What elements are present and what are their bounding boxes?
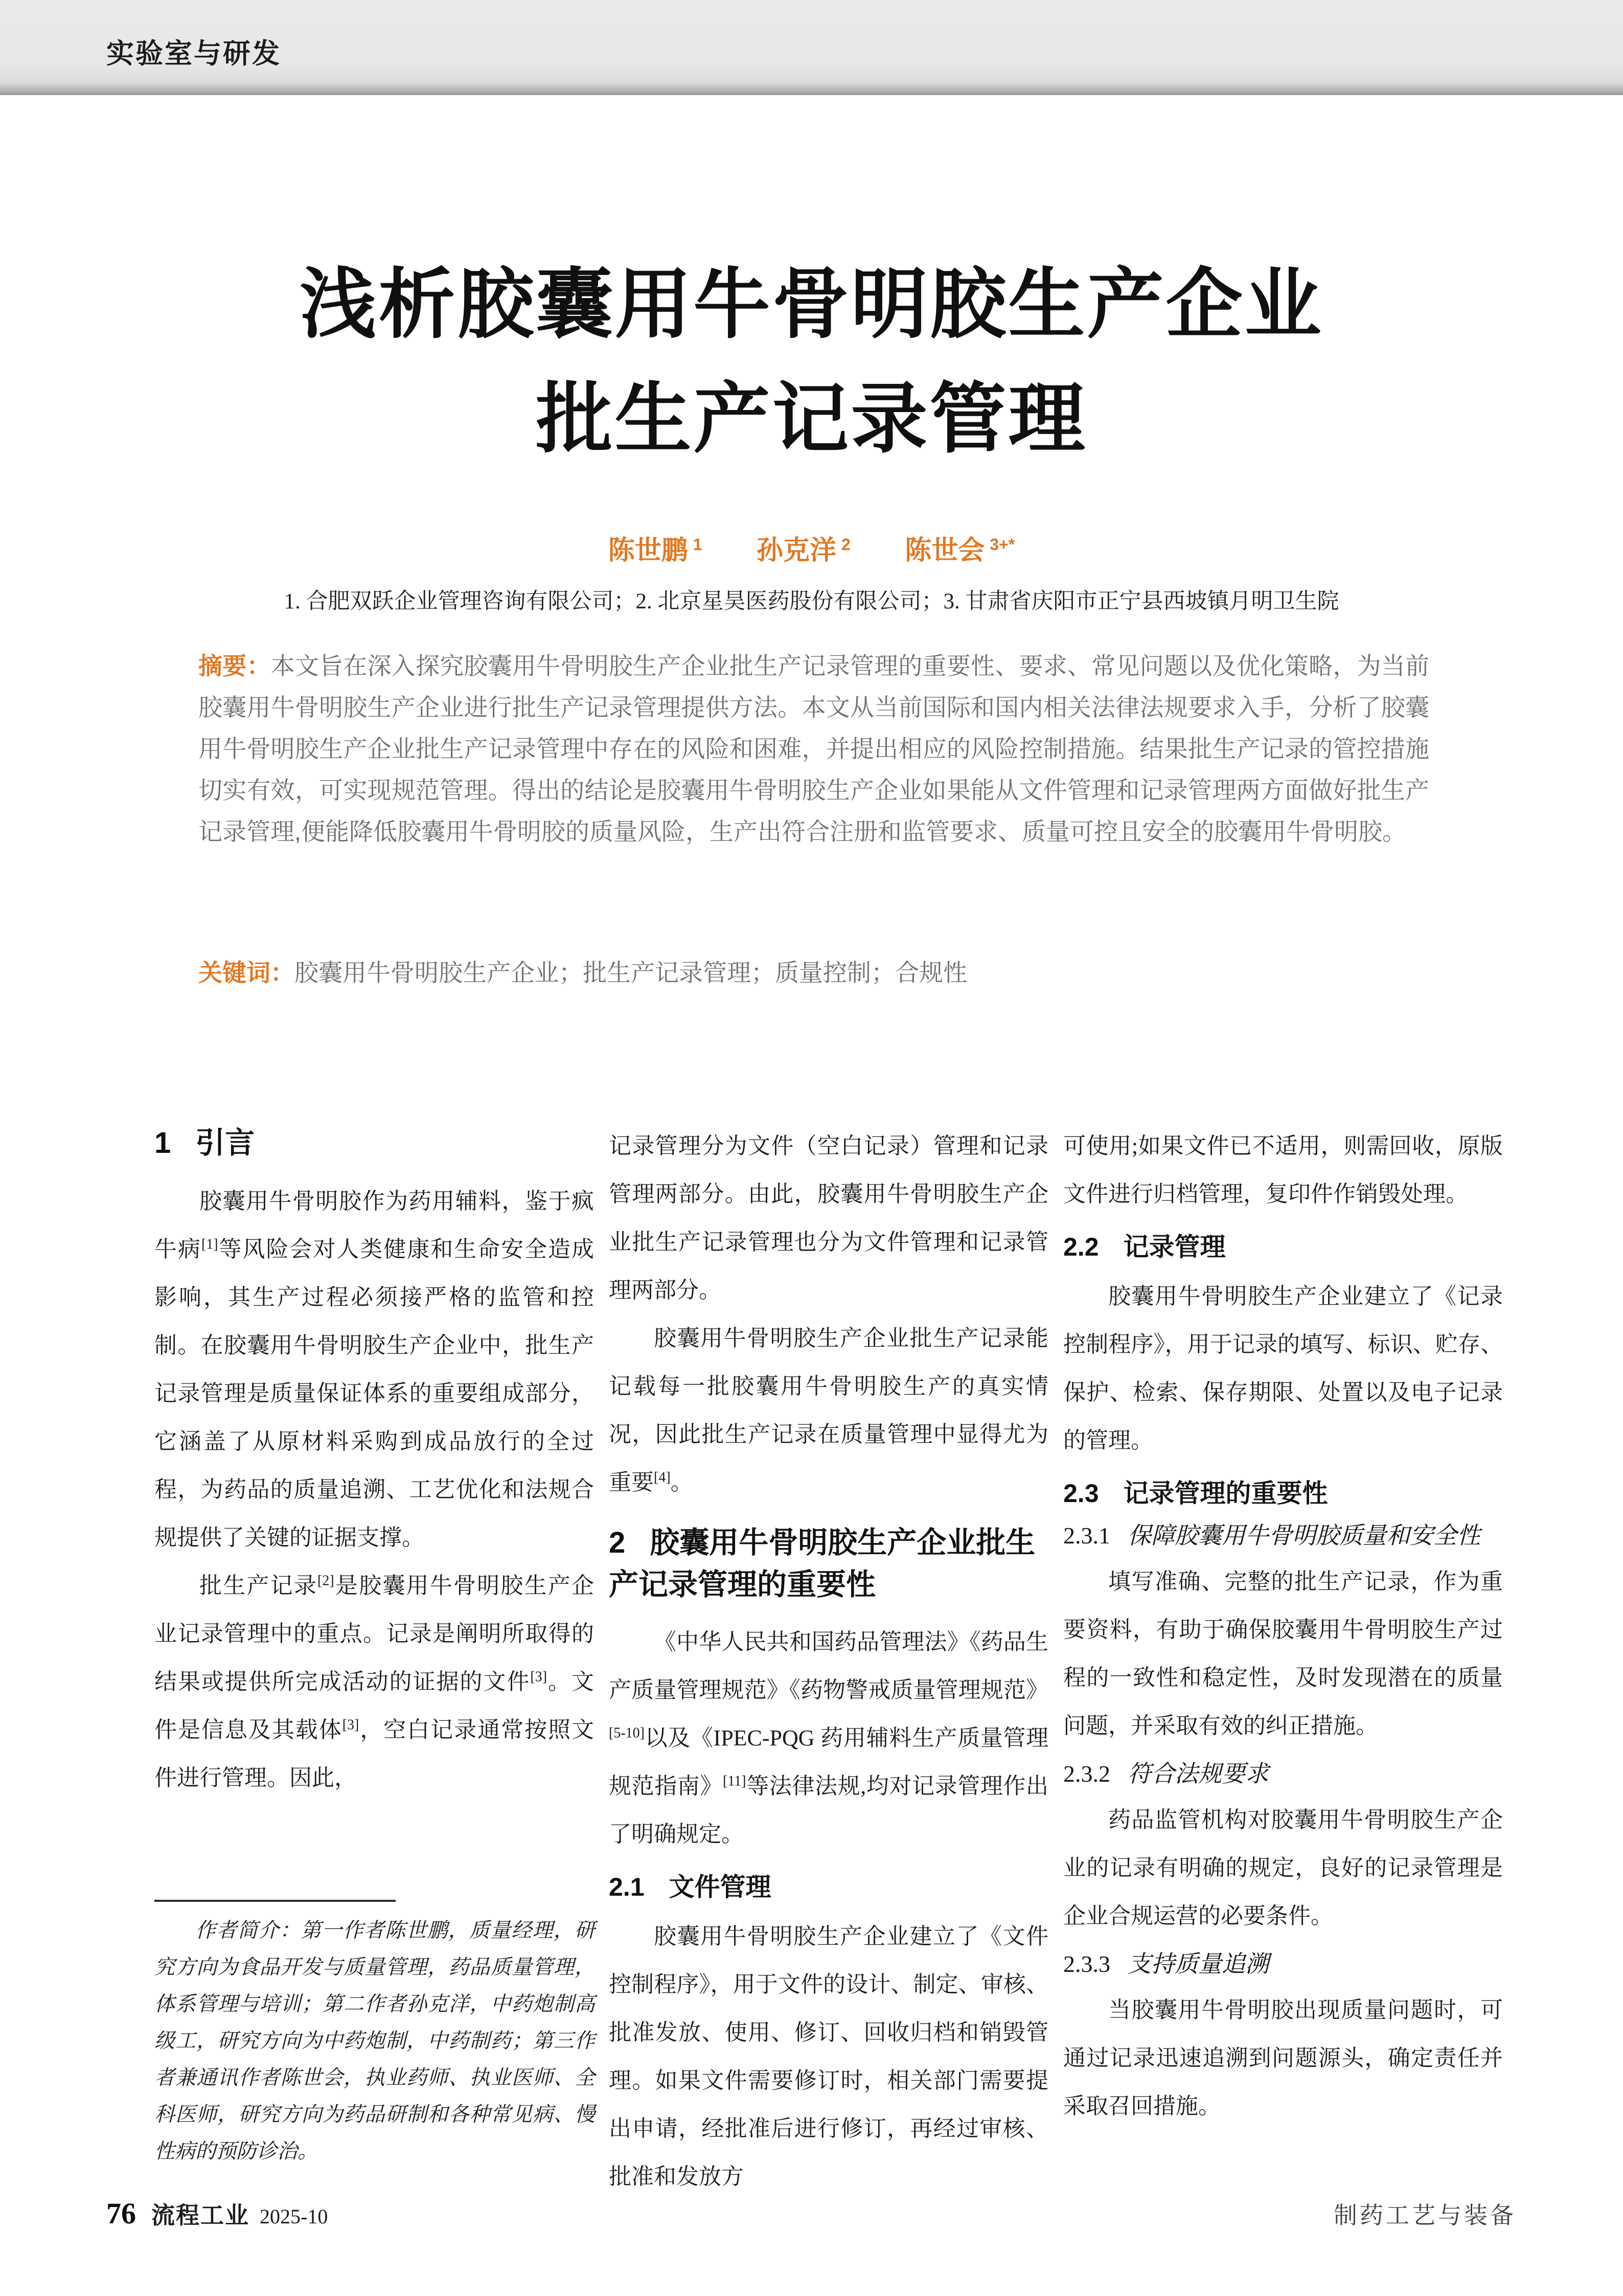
- article-title: [0, 247, 1623, 476]
- heading-2-3-3-number: 2.3.3: [1063, 1951, 1110, 1977]
- column-1: [154, 1122, 594, 1802]
- heading-2-3-1-text: 保障胶囊用牛骨明胶质量和安全性: [1128, 1522, 1480, 1549]
- paragraph: 批生产记录[2]是胶囊用牛骨明胶生产企业记录管理中的重点。记录是阐明所取得的结果或提供所完成活动的证据的文件[3]。文件是信息及其载体[3]，空白记录通常按照文件进行管理。因此，: [154, 1573, 595, 1790]
- article-title-line1: 浅析胶囊用牛骨明胶生产企业: [300, 261, 1323, 347]
- heading-2-number: 2: [609, 1526, 626, 1559]
- heading-2-1-text: 文件管理: [669, 1873, 771, 1901]
- heading-2-3-number: 2.3: [1063, 1479, 1099, 1508]
- column-2: [609, 1122, 1048, 2201]
- page-footer: [106, 2196, 1516, 2231]
- page-number: 76: [106, 2197, 136, 2230]
- heading-1-number: 1: [154, 1126, 171, 1160]
- paragraph: 胶囊用牛骨明胶作为药用辅料，鉴于疯牛病[1]等风险会对人类健康和生命安全造成影响，其生产过程必须接严格的监管和控制。在胶囊用牛骨明胶生产企业中，批生产记录管理是质量保证体系的重要组成部分，它涵盖了从原材料采购到成品放行的全过程，为药品的质量追溯、工艺优化和法规合规提供了关键的证据支撑。: [154, 1189, 595, 1550]
- abstract: [198, 645, 1429, 852]
- heading-2-2-text: 记录管理: [1123, 1233, 1226, 1261]
- paragraph: 胶囊用牛骨明胶生产企业建立了《文件控制程序》，用于文件的设计、制定、审核、批准发放、使用、修订、回收归档和销毁管理。如果文件需要修订时，相关部门需要提出申请，经批准后进行修订，再经过审核、批准和发放方: [609, 1924, 1048, 2189]
- journal-name: 流程工业: [151, 2202, 249, 2229]
- author-2: [757, 536, 851, 565]
- paragraph: 药品监管机构对胶囊用牛骨明胶生产企业的记录有明确的规定，良好的记录管理是企业合规运营的必要条件。: [1063, 1807, 1503, 1928]
- heading-2-3-text: 记录管理的重要性: [1123, 1479, 1328, 1508]
- paragraph: 《中华人民共和国药品管理法》《药品生产质量管理规范》《药物警戒质量管理规范》[5-10]以及《IPEC-PQG 药用辅料生产质量管理规范指南》[11]等法律法规,均对记录管理作出了明确规定。: [609, 1629, 1049, 1847]
- keywords-label: 关键词：: [198, 959, 294, 986]
- author-bio-footnote: 作者简介：第一作者陈世鹏，质量经理，研究方向为食品开发与质量管理，药品质量管理，体系管理与培训；第二作者孙克洋，中药炮制高级工，研究方向为中药炮制，中药制药；第三作者兼通讯作者陈世会，执业药师、执业医师、全科医师，研究方向为药品研制和各种常见病、慢性病的预防诊治。: [154, 1919, 595, 2163]
- footer-section-name: 制药工艺与装备: [1334, 2202, 1516, 2229]
- paragraph: 填写准确、完整的批生产记录，作为重要资料，有助于确保胶囊用牛骨明胶生产过程的一致性和稳定性，及时发现潜在的质量问题，并采取有效的纠正措施。: [1063, 1569, 1503, 1738]
- heading-2-1-document-management: [609, 1869, 1048, 1905]
- author-1: [608, 536, 702, 565]
- keywords-text: 胶囊用牛骨明胶生产企业；批生产记录管理；质量控制；合规性: [294, 959, 967, 986]
- heading-2-3-2-regulatory-compliance: [1063, 1757, 1503, 1791]
- heading-2-text: 胶囊用牛骨明胶生产企业批生产记录管理的重要性: [609, 1526, 1036, 1601]
- keywords: [198, 952, 1429, 993]
- footnote-divider: [154, 1900, 396, 1902]
- author-2-sup: 2: [841, 535, 851, 554]
- paragraph: 可使用;如果文件已不适用，则需回收，原版文件进行归档管理，复印件作销毁处理。: [1063, 1133, 1503, 1207]
- heading-2-2-record-management: [1063, 1229, 1503, 1265]
- heading-2-3-record-importance: [1063, 1475, 1503, 1512]
- paragraph: 胶囊用牛骨明胶生产企业建立了《记录控制程序》，用于记录的填写、标识、贮存、保护、检索、保存期限、处置以及电子记录的管理。: [1063, 1284, 1503, 1453]
- page-header-band: [0, 0, 1623, 95]
- author-3: [905, 536, 1015, 565]
- heading-2-3-3-text: 支持质量追溯: [1128, 1951, 1269, 1977]
- paragraph: 当胶囊用牛骨明胶出现质量问题时，可通过记录迅速追溯到问题源头，确定责任并采取召回措施。: [1063, 1997, 1503, 2119]
- heading-1-intro: [154, 1122, 594, 1164]
- author-3-name: 陈世会: [905, 536, 985, 566]
- issue-number: 2025-10: [260, 2205, 328, 2228]
- abstract-text: 本文旨在深入探究胶囊用牛骨明胶生产企业批生产记录管理的重要性、要求、常见问题以及优化策略，为当前胶囊用牛骨明胶生产企业进行批生产记录管理提供方法。本文从当前国际和国内相关法律法规要求入手，分析了胶囊用牛骨明胶生产企业批生产记录管理中存在的风险和困难，并提出相应的风险控制措施。结果批生产记录的管控措施切实有效，可实现规范管理。得出的结论是胶囊用牛骨明胶生产企业如果能从文件管理和记录管理两方面做好批生产记录管理,便能降低胶囊用牛骨明胶的质量风险，生产出符合注册和监管要求、质量可控且安全的胶囊用牛骨明胶。: [198, 652, 1430, 845]
- author-1-name: 陈世鹏: [608, 536, 688, 566]
- article-title-line2: 批生产记录管理: [536, 376, 1087, 462]
- heading-2-3-2-text: 符合法规要求: [1128, 1761, 1269, 1787]
- paragraph: 记录管理分为文件（空白记录）管理和记录管理两部分。由此，胶囊用牛骨明胶生产企业批生产记录管理也分为文件管理和记录管理两部分。: [609, 1133, 1048, 1303]
- heading-2-3-1-quality-safety: [1063, 1519, 1503, 1553]
- heading-2-3-3-quality-traceability: [1063, 1947, 1503, 1981]
- heading-2-1-number: 2.1: [609, 1873, 645, 1901]
- column-3: [1063, 1122, 1503, 2130]
- heading-2-2-number: 2.2: [1063, 1233, 1099, 1261]
- heading-2-3-1-number: 2.3.1: [1063, 1522, 1110, 1549]
- heading-1-text: 引言: [195, 1126, 255, 1160]
- author-1-sup: 1: [693, 535, 702, 554]
- paragraph: 胶囊用牛骨明胶生产企业批生产记录能记载每一批胶囊用牛骨明胶生产的真实情况，因此批生产记录在质量管理中显得尤为重要[4]。: [609, 1326, 1048, 1495]
- heading-2-3-2-number: 2.3.2: [1063, 1761, 1110, 1787]
- section-label: 实验室与研发: [106, 38, 281, 69]
- footer-left: [106, 2196, 328, 2231]
- affiliations: 1. 合肥双跃企业管理咨询有限公司；2. 北京星昊医药股份有限公司；3. 甘肃省庆阳市正宁县西坡镇月明卫生院: [284, 589, 1339, 613]
- author-3-sup: 3+*: [990, 535, 1015, 554]
- author-list: [0, 527, 1623, 569]
- abstract-label: 摘要：: [198, 652, 271, 679]
- author-2-name: 孙克洋: [757, 536, 837, 566]
- heading-2-importance: [609, 1522, 1048, 1606]
